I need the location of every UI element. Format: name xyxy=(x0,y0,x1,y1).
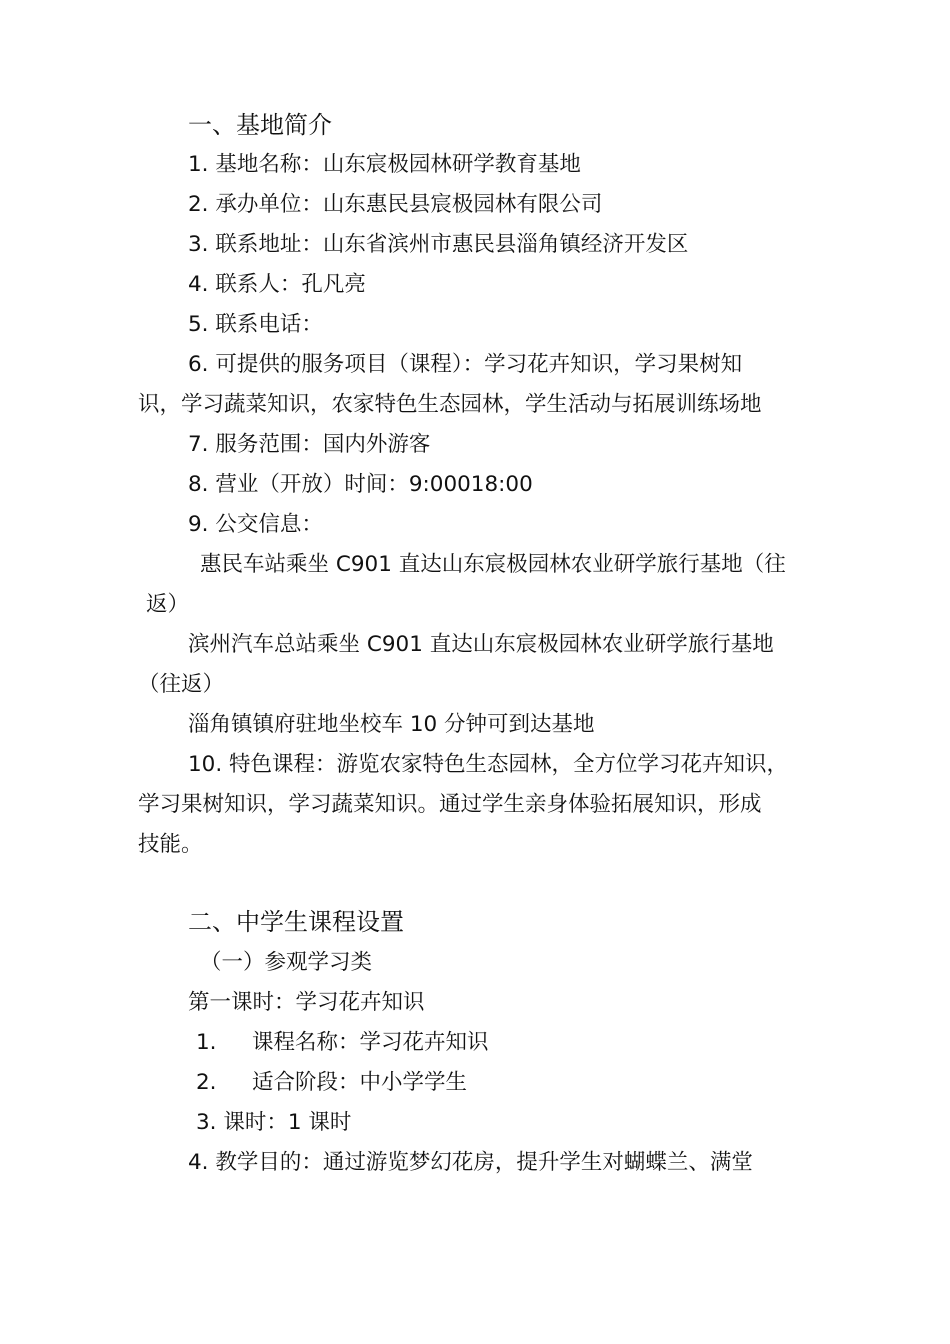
shuttle-info: 淄角镇镇府驻地坐校车 10 分钟可到达基地 xyxy=(188,712,595,737)
base-name: 1. 基地名称：山东宸极园林研学教育基地 xyxy=(188,152,581,177)
section2-heading: 二、中学生课程设置 xyxy=(188,908,404,936)
course-name xyxy=(196,1028,489,1058)
contact-phone: 5. 联系电话： xyxy=(188,312,323,337)
section1-heading: 一、基地简介 xyxy=(188,111,332,139)
services-line2: 识，学习蔬菜知识，农家特色生态园林，学生活动与拓展训练场地 xyxy=(138,392,762,417)
host-unit: 2. 承办单位：山东惠民县宸极园林有限公司 xyxy=(188,192,603,217)
bus-route-1-line2: 返） xyxy=(146,592,190,617)
course-hours: 3. 课时：1 课时 xyxy=(196,1110,352,1135)
feature-line1: 10. 特色课程：游览农家特色生态园林，全方位学习花卉知识， xyxy=(188,752,789,777)
course-stage-text: 适合阶段：中小学学生 xyxy=(252,1070,468,1095)
contact-address: 3. 联系地址：山东省滨州市惠民县淄角镇经济开发区 xyxy=(188,232,689,257)
course-name-number: 1. xyxy=(196,1030,217,1055)
course-stage xyxy=(196,1068,467,1098)
section2-subheading: （一）参观学习类 xyxy=(200,950,373,975)
course-name-text: 课程名称：学习花卉知识 xyxy=(252,1030,489,1055)
services-line1: 6. 可提供的服务项目（课程）：学习花卉知识，学习果树知 xyxy=(188,352,743,377)
contact-person: 4. 联系人：孔凡亮 xyxy=(188,272,366,297)
bus-info-label: 9. 公交信息： xyxy=(188,512,323,537)
course-stage-number: 2. xyxy=(196,1070,217,1095)
bus-route-2-line2: （往返） xyxy=(138,672,225,697)
feature-line3: 技能。 xyxy=(138,832,203,857)
service-scope: 7. 服务范围：国内外游客 xyxy=(188,432,431,457)
lesson-title: 第一课时：学习花卉知识 xyxy=(188,990,425,1015)
opening-hours: 8. 营业（开放）时间：9:00018:00 xyxy=(188,472,533,497)
feature-line2: 学习果树知识，学习蔬菜知识。通过学生亲身体验拓展知识，形成 xyxy=(138,792,762,817)
bus-route-1-line1: 惠民车站乘坐 C901 直达山东宸极园林农业研学旅行基地（往 xyxy=(200,552,786,577)
bus-route-2-line1: 滨州汽车总站乘坐 C901 直达山东宸极园林农业研学旅行基地 xyxy=(188,632,774,657)
teaching-goal: 4. 教学目的：通过游览梦幻花房，提升学生对蝴蝶兰、满堂 xyxy=(188,1150,753,1175)
